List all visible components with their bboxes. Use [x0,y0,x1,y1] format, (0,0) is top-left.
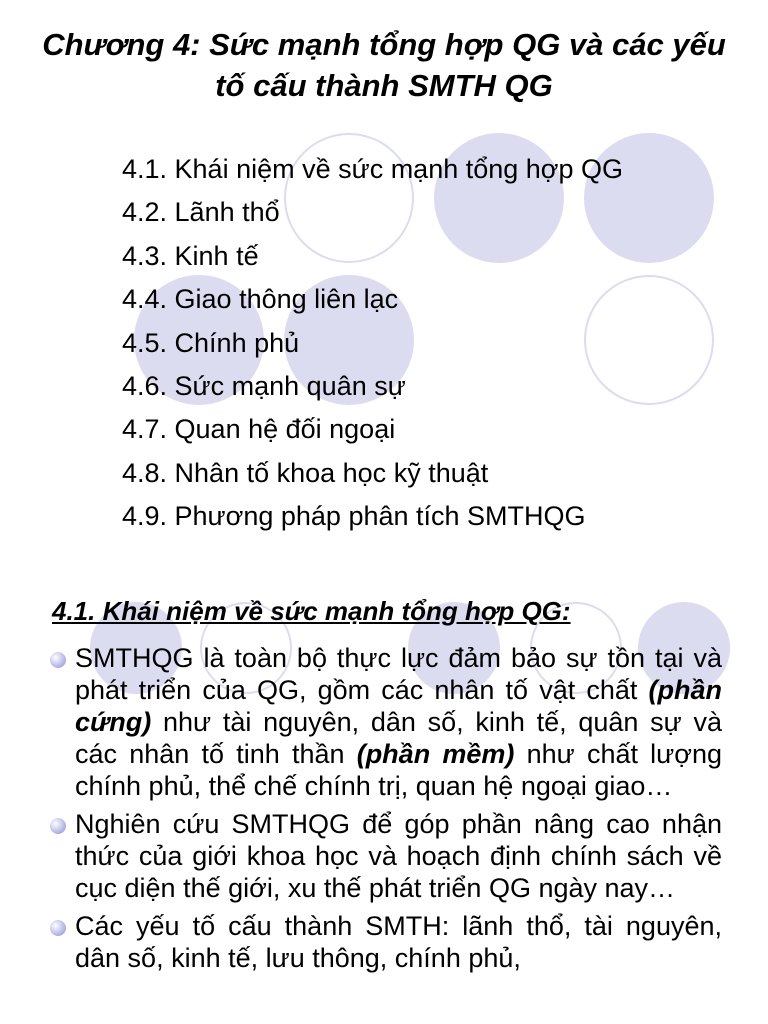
bullet-item [50,808,722,904]
bullet-icon [50,652,66,668]
bullet-emphasis: (phần cứng) [75,675,722,737]
bullet-text: như tài nguyên, dân số, kinh tế, quân sự và các nhân tố tinh thần [75,707,722,769]
toc-item: 4.3. Kinh tế [122,240,259,271]
section-heading: 4.1. Khái niệm về sức mạnh tổng hợp QG: [52,596,571,626]
bullet-icon [50,818,66,834]
table-of-contents [122,148,623,539]
toc-item: 4.8. Nhân tố khoa học kỹ thuật [122,457,489,488]
bullet-text: như chất lượng chính phủ, thể chế chính trị, quan hệ ngoại giao… [75,739,722,801]
bullet-text: SMTHQG là toàn bộ thực lực đảm bảo sự tồn tại và phát triển của QG, gồm các nhân tố vật chất [75,643,722,705]
bullet-text: Các yếu tố cấu thành SMTH: lãnh thổ, tài nguyên, dân số, kinh tế, lưu thông, chính phủ, [75,911,722,973]
bullet-text: Nghiên cứu SMTHQG để góp phần nâng cao nhận thức của giới khoa học và hoạch định chính sách về cục diện thế giới, xu thế phát triển QG ngày nay… [75,809,722,903]
toc-item: 4.7. Quan hệ đối ngoại [122,414,396,445]
bullet-icon [50,920,66,936]
toc-item: 4.4. Giao thông liên lạc [122,284,399,315]
toc-item: 4.2. Lãnh thổ [122,197,280,228]
bullet-item [50,642,722,802]
bullet-emphasis: (phần mềm) [356,739,515,769]
slide-concept [0,570,768,1024]
toc-item: 4.6. Sức mạnh quân sự [122,371,406,402]
chapter-title: Chương 4: Sức mạnh tổng hợp QG và các yếu tố cấu thành SMTH QG [42,27,726,103]
toc-item: 4.1. Khái niệm về sức mạnh tổng hợp QG [122,154,624,184]
bullet-item [50,910,722,974]
bullet-list [50,642,722,980]
toc-item: 4.5. Chính phủ [122,327,300,358]
toc-item: 4.9. Phương pháp phân tích SMTHQG [122,501,586,532]
